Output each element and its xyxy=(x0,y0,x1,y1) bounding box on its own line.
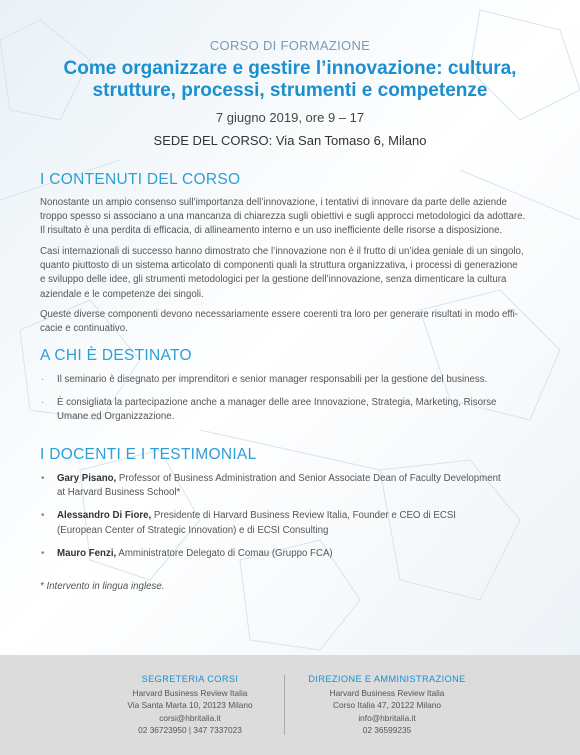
course-kicker: CORSO DI FORMAZIONE xyxy=(209,38,371,53)
section-title-contents: I CONTENUTI DEL CORSO xyxy=(40,171,241,188)
footer-column-administration xyxy=(302,673,472,737)
footer-line: Harvard Business Review Italia xyxy=(132,687,248,698)
footer-email-link[interactable]: info@hbritalia.it xyxy=(358,712,416,723)
footer-line: Harvard Business Review Italia xyxy=(329,687,445,698)
list-item-line xyxy=(57,547,550,561)
list-item-line: È consigliata la partecipazione anche a manager delle aree Innovazione, Strategia, Marketing, Risorse xyxy=(57,397,497,409)
course-venue: SEDE DEL CORSO: Via San Tomaso 6, Milano xyxy=(153,133,427,148)
contents-paragraph xyxy=(40,308,550,336)
course-title-line: strutture, processi, strumenti e competenze xyxy=(92,80,488,101)
bullet-icon: · xyxy=(41,374,45,385)
faculty-role: Presidente di Harvard Business Review Italia, Founder e CEO di ECSI xyxy=(151,510,456,522)
contact-footer xyxy=(0,655,580,755)
paragraph-line: quanto piuttosto di un sistema articolato di componenti quali la struttura organizzativa, i processi di generazione xyxy=(40,260,518,272)
bullet-icon: · xyxy=(41,397,45,409)
footer-column-secretariat xyxy=(105,673,275,737)
paragraph-line: Nonostante un ampio consenso sull’importanza dell’innovazione, i tentativi di innovare da parte delle aziende xyxy=(40,197,507,208)
list-item-line xyxy=(57,472,550,486)
list-item-line xyxy=(57,509,550,523)
bullet-icon: • xyxy=(41,473,45,484)
section-title-audience: A CHI È DESTINATO xyxy=(40,347,192,364)
faculty-role: Amministratore Delegato di Comau (Gruppo FCA) xyxy=(116,547,333,559)
list-item xyxy=(40,547,550,561)
paragraph-line: troppo spesso si associano a una mancanza di chiarezza sugli obiettivi e sugli approcci metodologici da adottare. xyxy=(40,211,526,223)
paragraph-line: e sviluppo delle idee, gli strumenti metodologici per la gestione dell’innovazione, senza dimenticare la cultura xyxy=(40,274,507,286)
footnote: * Intervento in lingua inglese. xyxy=(40,581,165,592)
footer-divider xyxy=(284,675,285,735)
faculty-name: Gary Pisano, xyxy=(57,473,117,484)
paragraph-line: Il risultato è una perdita di efficacia, di allineamento interno e un uso inefficiente delle risorse a disposizione. xyxy=(40,225,503,237)
list-item xyxy=(40,472,550,500)
footer-heading: SEGRETERIA CORSI xyxy=(141,674,239,684)
list-item xyxy=(40,396,550,424)
footer-line: Via Santa Marta 10, 20123 Milano xyxy=(127,700,253,711)
course-title-line: Come organizzare e gestire l’innovazione: cultura, xyxy=(63,58,517,79)
footer-heading: DIREZIONE E AMMINISTRAZIONE xyxy=(308,674,466,684)
section-title-faculty: I DOCENTI E I TESTIMONIAL xyxy=(40,446,257,463)
list-item-line: Il seminario è disegnato per imprenditori e senior manager responsabili per la gestione del business. xyxy=(57,374,488,385)
faculty-list xyxy=(40,472,550,570)
course-title xyxy=(0,58,580,102)
list-item-line: at Harvard Business School* xyxy=(57,487,181,499)
course-header xyxy=(0,38,580,148)
bullet-icon: • xyxy=(41,510,45,522)
footer-email-link[interactable]: corsi@hbritalia.it xyxy=(159,712,221,723)
list-item xyxy=(40,509,550,537)
paragraph-line: Casi internazionali di successo hanno dimostrato che l’innovazione non è il frutto di un’idea geniale di un singolo, xyxy=(40,246,524,257)
audience-list xyxy=(40,373,550,434)
paragraph-line: cacie e continuativo. xyxy=(40,323,128,335)
footer-line: Corso Italia 47, 20122 Milano xyxy=(333,700,441,711)
contents-paragraph xyxy=(40,196,550,239)
faculty-name: Mauro Fenzi, xyxy=(57,547,117,559)
bullet-icon: • xyxy=(41,547,45,559)
list-item-line: (European Center of Strategic Innovation) e di ECSI Consulting xyxy=(57,524,329,536)
list-item xyxy=(40,373,550,387)
footer-phone: 02 36599235 xyxy=(362,725,412,736)
faculty-name: Alessandro Di Fiore, xyxy=(57,510,152,522)
paragraph-line: Queste diverse componenti devono necessariamente essere coerenti tra loro per generare risultati in modo effi- xyxy=(40,309,518,320)
course-date: 7 giugno 2019, ore 9 – 17 xyxy=(215,110,365,125)
paragraph-line: aziendale e le competenze dei singoli. xyxy=(40,288,204,300)
contents-paragraph xyxy=(40,245,550,302)
footer-phone: 02 36723950 | 347 7337023 xyxy=(138,725,242,736)
faculty-role: Professor of Business Administration and Senior Associate Dean of Faculty Development xyxy=(116,473,501,484)
list-item-line: Umane ed Organizzazione. xyxy=(57,411,175,423)
